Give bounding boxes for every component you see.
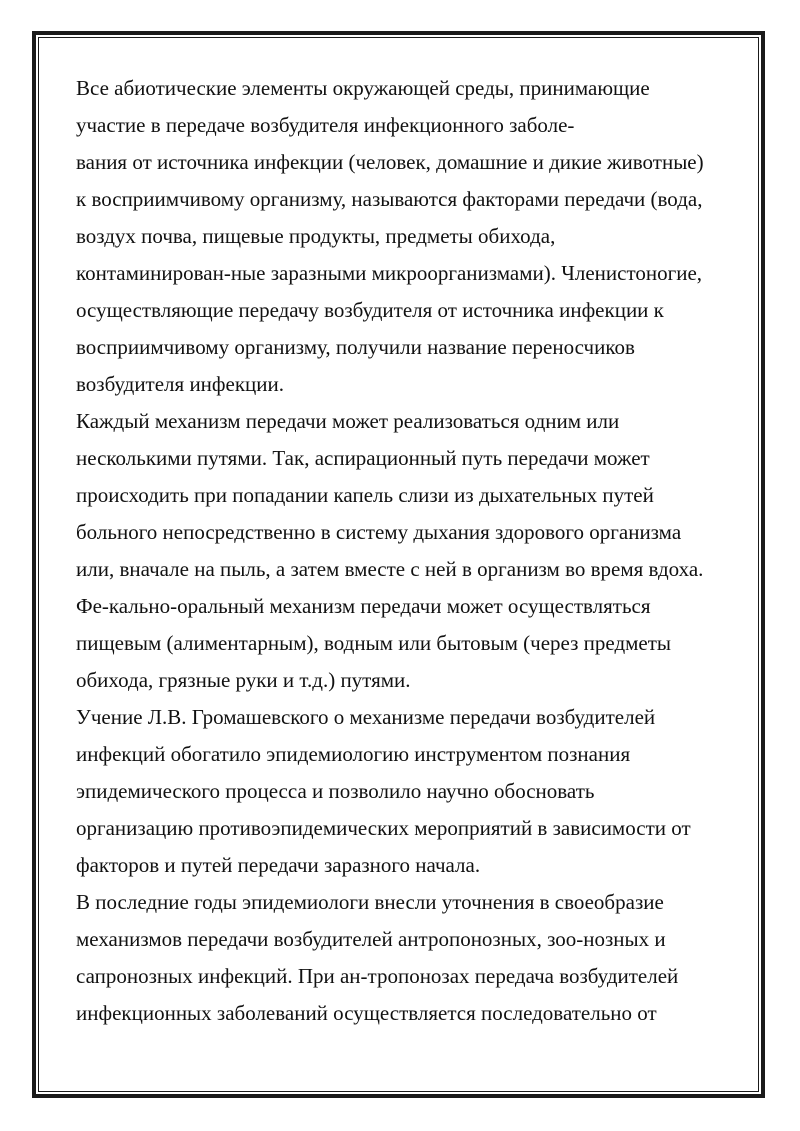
text-line: эпидемического процесса и позволило научно обосновать <box>76 779 595 803</box>
text-line: происходить при попадании капель слизи из дыхательных путей <box>76 483 654 507</box>
text-line: восприимчивому организму, получили название переносчиков <box>76 335 635 359</box>
text-line: Все абиотические элементы окружающей среды, принимающие <box>76 76 650 100</box>
document-body <box>76 70 736 1032</box>
text-line: участие в передаче возбудителя инфекционного заболе- <box>76 113 575 137</box>
text-line: Фе-кально-оральный механизм передачи может осуществляться <box>76 594 651 618</box>
text-line: организацию противоэпидемических мероприятий в зависимости от <box>76 816 691 840</box>
text-line: инфекционных заболеваний осуществляется последовательно от <box>76 1001 657 1025</box>
text-line: факторов и путей передачи заразного начала. <box>76 853 481 877</box>
text-line: больного непосредственно в систему дыхания здорового организма <box>76 520 682 544</box>
text-line: несколькими путями. Так, аспирационный путь передачи может <box>76 446 650 470</box>
text-line: сапронозных инфекций. При ан-тропонозах передача возбудителей <box>76 964 679 988</box>
text-line: контаминирован-ные заразными микроорганизмами). Членистоногие, <box>76 261 703 285</box>
text-line: вания от источника инфекции (человек, домашние и дикие животные) <box>76 150 704 174</box>
text-line: или, вначале на пыль, а затем вместе с ней в организм во время вдоха. <box>76 557 704 581</box>
text-line: Учение Л.В. Громашевского о механизме передачи возбудителей <box>76 705 656 729</box>
text-line: механизмов передачи возбудителей антропонозных, зоо-нозных и <box>76 927 666 951</box>
text-line: возбудителя инфекции. <box>76 372 285 396</box>
text-line: к восприимчивому организму, называются факторами передачи (вода, <box>76 187 703 211</box>
text-line: В последние годы эпидемиологи внесли уточнения в своеобразие <box>76 890 664 914</box>
text-line: осуществляющие передачу возбудителя от источника инфекции к <box>76 298 664 322</box>
text-line: пищевым (алиментарным), водным или бытовым (через предметы <box>76 631 672 655</box>
text-line: воздух почва, пищевые продукты, предметы обихода, <box>76 224 556 248</box>
text-line: Каждый механизм передачи может реализоваться одним или <box>76 409 620 433</box>
text-line: обихода, грязные руки и т.д.) путями. <box>76 668 411 692</box>
text-line: инфекций обогатило эпидемиологию инструментом познания <box>76 742 631 766</box>
